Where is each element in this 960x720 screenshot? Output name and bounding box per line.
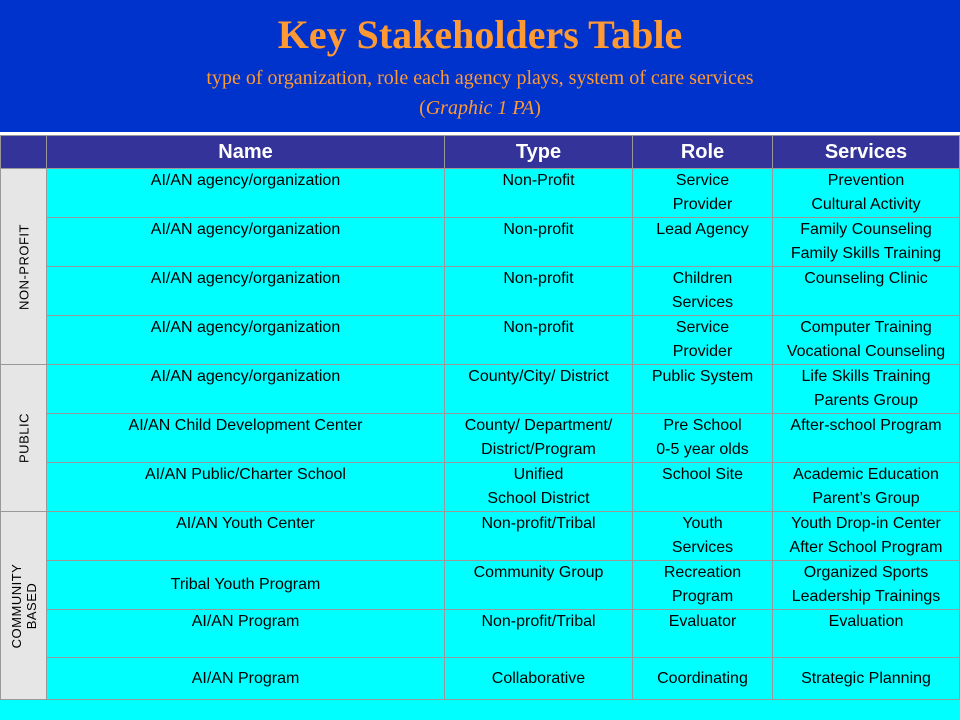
cell-name	[47, 267, 445, 316]
cell-name	[47, 463, 445, 512]
cell-type	[445, 658, 633, 700]
column-header-type: Type	[445, 136, 633, 169]
cell-text: Non-profit	[503, 270, 574, 287]
table-row	[1, 414, 960, 463]
cell-text: Recreation	[663, 564, 742, 581]
cell-text: Prevention	[827, 172, 905, 189]
cell-services	[773, 512, 960, 561]
cell-text: County/City/ District	[468, 368, 609, 385]
cell-name	[47, 414, 445, 463]
cell-text: Family Skills Training	[790, 245, 942, 262]
cell-role	[633, 658, 773, 700]
cell-text: Parent’s Group	[812, 490, 920, 507]
group-label-nonprofit: NON-PROFIT	[16, 223, 31, 310]
cell-text: Evaluation	[828, 613, 904, 630]
cell-text: Collaborative	[491, 669, 586, 687]
table-header-row	[1, 136, 960, 169]
cell-text: Non-profit	[503, 221, 574, 238]
cell-role	[633, 463, 773, 512]
cell-services	[773, 463, 960, 512]
ref-open: (	[419, 97, 426, 119]
cell-text: Coordinating	[657, 669, 748, 687]
cell-text: School Site	[662, 466, 743, 483]
cell-type	[445, 218, 633, 267]
table-row	[1, 658, 960, 700]
group-label-nonprofit-cell	[1, 169, 47, 365]
cell-role	[633, 512, 773, 561]
table-row	[1, 218, 960, 267]
cell-text: Service	[675, 319, 730, 336]
cell-name	[47, 561, 445, 610]
header-corner	[1, 136, 47, 169]
cell-text: AI/AN agency/organization	[150, 270, 341, 287]
cell-services	[773, 414, 960, 463]
cell-text: Services	[671, 539, 734, 556]
cell-name	[47, 218, 445, 267]
table-row	[1, 561, 960, 610]
cell-name	[47, 512, 445, 561]
cell-role	[633, 414, 773, 463]
column-header-name: Name	[47, 136, 445, 169]
cell-type	[445, 610, 633, 658]
cell-text: AI/AN Child Development Center	[128, 417, 363, 434]
stakeholders-table	[0, 135, 960, 700]
cell-text: Organized Sports	[803, 564, 929, 581]
table-row	[1, 610, 960, 658]
cell-type	[445, 267, 633, 316]
cell-type	[445, 169, 633, 218]
cell-role	[633, 218, 773, 267]
cell-text: Unified	[513, 466, 564, 483]
cell-type	[445, 512, 633, 561]
cell-text: AI/AN Program	[191, 669, 300, 687]
ref-close: )	[534, 97, 541, 119]
cell-text: Evaluator	[668, 613, 737, 630]
cell-text: AI/AN Program	[191, 613, 300, 630]
cell-text: Non-profit	[503, 319, 574, 336]
cell-text: Provider	[672, 196, 733, 213]
cell-text: Family Counseling	[800, 221, 932, 238]
cell-text: Life Skills Training	[801, 368, 931, 385]
cell-services	[773, 658, 960, 700]
cell-text: Parents Group	[813, 392, 919, 409]
cell-services	[773, 365, 960, 414]
cell-role	[633, 365, 773, 414]
group-label-community-line1: COMMUNITY	[8, 563, 24, 648]
ref-text: Graphic 1 PA	[425, 97, 535, 119]
cell-type	[445, 316, 633, 365]
cell-role	[633, 561, 773, 610]
cell-name	[47, 365, 445, 414]
group-label-public-cell	[1, 365, 47, 512]
slide-title: Key Stakeholders Table	[277, 12, 683, 57]
cell-role	[633, 610, 773, 658]
cell-services	[773, 610, 960, 658]
group-label-public: PUBLIC	[16, 413, 31, 463]
cell-text: 0-5 year olds	[656, 441, 749, 458]
cell-text: Non-profit/Tribal	[481, 515, 596, 532]
cell-services	[773, 561, 960, 610]
cell-text: Cultural Activity	[811, 196, 921, 213]
group-label-community-cell	[1, 512, 47, 700]
cell-name	[47, 610, 445, 658]
cell-text: AI/AN agency/organization	[150, 221, 341, 238]
cell-type	[445, 561, 633, 610]
slide-header	[0, 0, 960, 132]
cell-text: Non-Profit	[502, 172, 575, 189]
cell-name	[47, 169, 445, 218]
cell-type	[445, 414, 633, 463]
cell-text: Computer Training	[800, 319, 932, 336]
cell-text: Academic Education	[793, 466, 939, 483]
cell-services	[773, 218, 960, 267]
group-label-community	[9, 563, 39, 648]
column-header-role: Role	[633, 136, 773, 169]
cell-text: After School Program	[789, 539, 943, 556]
slide-subtitle-reference	[0, 97, 960, 120]
cell-text: Lead Agency	[656, 221, 749, 238]
cell-text: Children	[672, 270, 733, 287]
cell-services	[773, 169, 960, 218]
slide-subtitle: type of organization, role each agency plays, system of care services	[206, 67, 754, 89]
cell-name	[47, 658, 445, 700]
column-header-services: Services	[773, 136, 960, 169]
cell-text: County/ Department/	[464, 417, 613, 434]
cell-text: Pre School	[663, 417, 742, 434]
cell-text: AI/AN Youth Center	[176, 515, 315, 532]
table-row	[1, 463, 960, 512]
cell-text: Strategic Planning	[801, 669, 931, 687]
cell-text: AI/AN Public/Charter School	[145, 466, 346, 483]
cell-text: AI/AN agency/organization	[150, 319, 341, 336]
cell-text: Public System	[651, 368, 754, 385]
cell-text: Provider	[672, 343, 733, 360]
table-row	[1, 316, 960, 365]
cell-text: School District	[487, 490, 590, 507]
cell-text: Youth	[682, 515, 723, 532]
cell-text: AI/AN agency/organization	[150, 172, 341, 189]
table-row	[1, 365, 960, 414]
cell-text: After-school Program	[790, 417, 942, 434]
cell-text: Youth Drop-in Center	[791, 515, 941, 532]
cell-text: District/Program	[481, 441, 596, 458]
table-row	[1, 169, 960, 218]
cell-text: Vocational Counseling	[786, 343, 946, 360]
group-label-community-line2: BASED	[23, 582, 39, 629]
cell-type	[445, 365, 633, 414]
table-row	[1, 512, 960, 561]
cell-text: Non-profit/Tribal	[481, 613, 596, 630]
cell-text: AI/AN agency/organization	[150, 368, 341, 385]
cell-role	[633, 316, 773, 365]
cell-type	[445, 463, 633, 512]
cell-text: Tribal Youth Program	[170, 576, 321, 593]
cell-text: Service	[675, 172, 730, 189]
table-row	[1, 267, 960, 316]
cell-services	[773, 316, 960, 365]
cell-text: Counseling Clinic	[804, 270, 928, 287]
cell-text: Leadership Trainings	[791, 588, 941, 605]
cell-text: Community Group	[473, 564, 604, 581]
cell-role	[633, 169, 773, 218]
cell-text: Program	[671, 588, 734, 605]
cell-text: Services	[671, 294, 734, 311]
cell-name	[47, 316, 445, 365]
cell-role	[633, 267, 773, 316]
cell-services	[773, 267, 960, 316]
